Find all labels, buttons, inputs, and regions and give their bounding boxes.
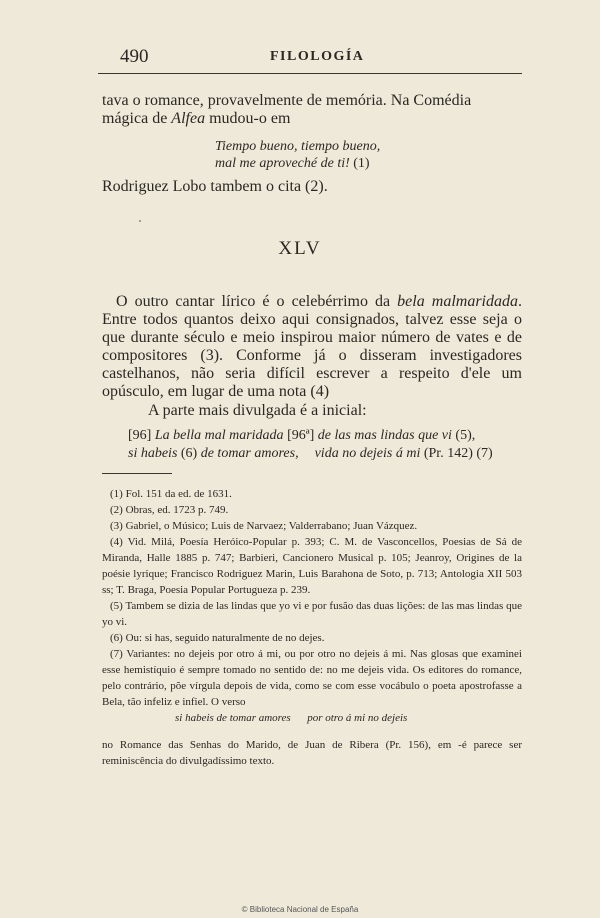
section-heading: XLV [278, 238, 322, 259]
quote-line-1 [128, 427, 528, 445]
romance-quote [128, 427, 528, 463]
footnotes [102, 486, 522, 710]
quote-line-2 [128, 445, 528, 463]
paragraph-1-line-1: tava o romance, provavelmente de memória. Na Comédia [102, 92, 472, 109]
text: mágica de [102, 110, 172, 127]
header-rule [98, 73, 522, 74]
paragraph-3 [102, 293, 522, 401]
footnote: (2) Obras, ed. 1723 p. 749. [110, 504, 229, 516]
verse-text: mal me aproveché de ti! [215, 156, 350, 171]
footnote: (5) Tambem se dizia de las lindas que yo vi e por fusão das duas lições: de las mas lindas que yo vi. [102, 600, 522, 628]
footnote-rule [102, 473, 172, 474]
footnote-continuation: no Romance das Senhas do Marido, de Juan de Ribera (Pr. 156), em -é parece ser reminiscência do divulgadíssimo texto. [102, 739, 522, 767]
text: mudou-o em [205, 110, 291, 127]
footnote: (1) Fol. 151 da ed. de 1631. [110, 488, 232, 500]
library-credit: © Biblioteca Nacional de España [241, 905, 359, 914]
paragraph-1 [102, 92, 522, 128]
footnote-ref: (5), [451, 428, 476, 443]
paragraph-1-line-2 [102, 110, 522, 128]
running-title: FILOLOGÍA [270, 49, 365, 64]
verse-text: La bella mal maridada [154, 428, 284, 443]
text: O outro cantar lírico é o celebérrimo da [116, 293, 398, 310]
verse-text: de tomar amores, [200, 446, 299, 461]
verse-quote-1 [215, 138, 380, 172]
page-header [120, 46, 520, 70]
italic-title: Alfea [171, 110, 206, 127]
footnote-ref: (1) [349, 156, 370, 171]
footnote: (7) Variantes: no dejeis por otro á mi, ou por otro no dejeis á mi. Nas glosas que examinei esse hemistíquio é sempre tomado no sentido de: no me dejeis vida. Os editores do romance, pelo contrário, põe vírgula depois de vida, como se com esse vocábulo o poeta apostrofasse a Bela, tão infeliz e infiel. O verso [102, 648, 522, 708]
footnote-ref: (Pr. 142) (7) [420, 446, 493, 461]
verse-line-1: Tiempo bueno, tiempo bueno, [215, 139, 381, 154]
verse-text: de las mas lindas que vi [317, 428, 452, 443]
text: . Entre todos quantos deixo aqui consignados, talvez esse seja o que durante século e meio inspirou maior número de vates e de compositores (3). Conforme já o disseram investigadores castelhanos, não seria difícil escrever a respeito d'ele um opúsculo, em lugar de uma nota (4) [102, 293, 522, 400]
page-number: 490 [120, 46, 149, 67]
page-speck [139, 220, 141, 222]
verse-text: vida no dejeis á mi [314, 446, 421, 461]
verse-line-2 [215, 155, 380, 172]
verse-number: [96] [128, 428, 155, 443]
footnote: (3) Gabriel, o Músico; Luis de Narvaez; Valderrabano; Juan Vázquez. [110, 520, 418, 532]
paragraph-2: Rodriguez Lobo tambem o cita (2). [102, 178, 328, 195]
footnote: (4) Vid. Milá, Poesía Heróico-Popular p. 393; C. M. de Vasconcellos, Poesias de Sá de Miranda, Halle 1885 p. 747; Barbieri, Cancionero Musical p. 105; Jeanroy, Origines de la poésie lyrique; Francisco Rodriguez Marin, Luis Barahona de Soto, p. 713; Antologia XII 503 ss; T. Braga, Poesia Popular Portugueza p. 239. [102, 536, 522, 596]
footnote-ref: (6) [177, 446, 201, 461]
footnote-verse: si habeis de tomar amores por otro á mi no dejeis [175, 712, 408, 724]
footnote: (6) Ou: si has, seguido naturalmente de no dejes. [110, 632, 325, 644]
verse-ref: [96ª] [283, 428, 318, 443]
italic-title: bela malmaridada [397, 293, 518, 310]
verse-text: si habeis [128, 446, 178, 461]
paragraph-4: A parte mais divulgada é a inicial: [148, 402, 367, 419]
